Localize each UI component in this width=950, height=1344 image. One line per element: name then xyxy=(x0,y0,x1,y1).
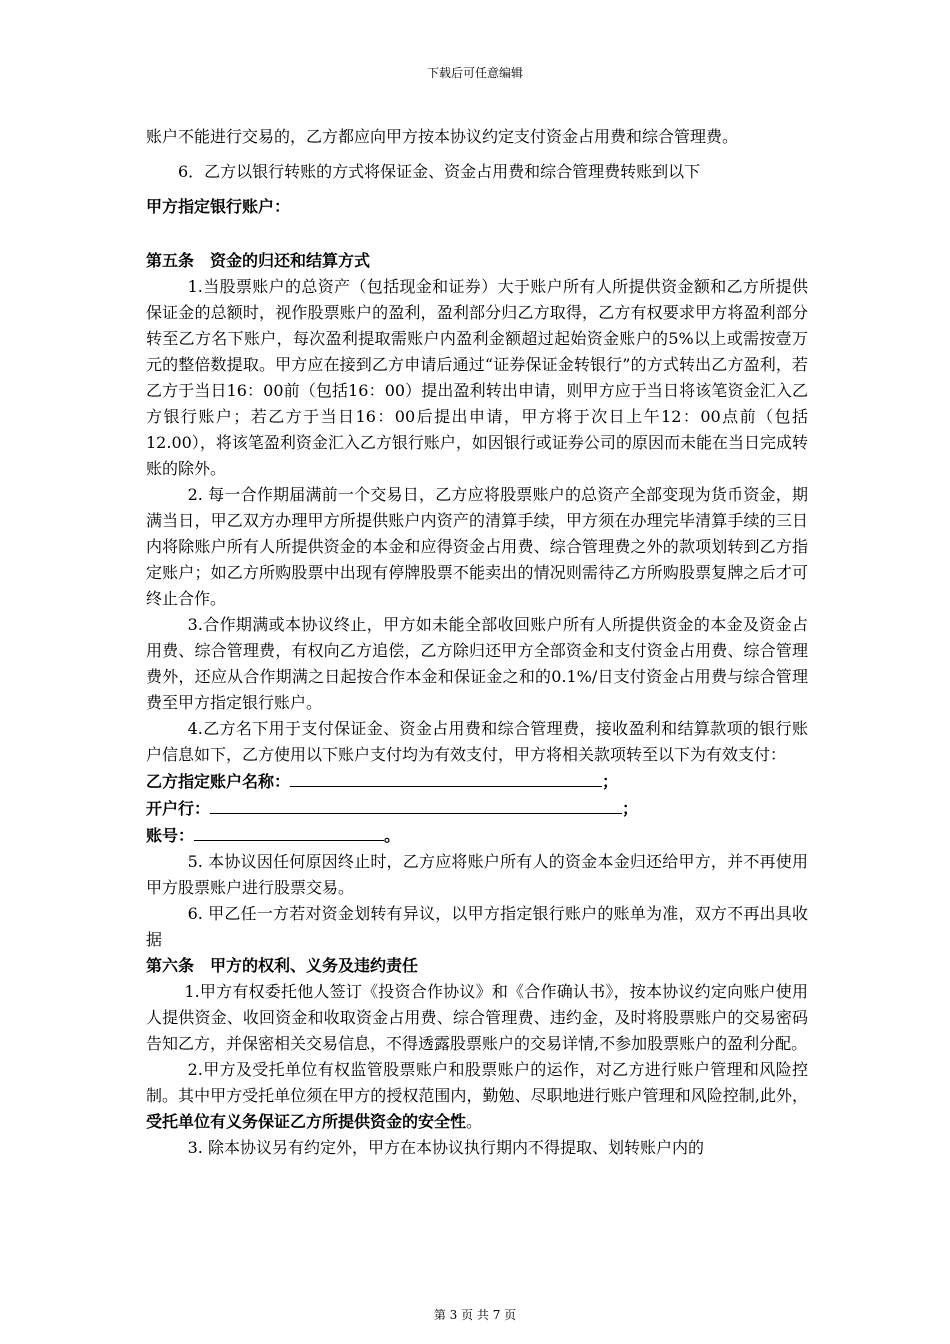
article-5-clause-5: 5. 本协议因任何原因终止时，乙方应将账户所有人的资金本金归还给甲方，并不再使用甲方股票账户进行股票交易。 xyxy=(146,852,808,897)
page-footer: 第 3 页 共 7 页 xyxy=(433,1308,517,1322)
semicolon-1: ； xyxy=(602,772,619,791)
article-5-clause-2: 2. 每一合作期届满前一个交易日，乙方应将股票账户的总资产全部变现为货币资金，期满当日，甲乙双方办理甲方所提供账户内资产的清算手续，甲方须在办理完毕清算手续的三日内将除账户所有人所提供资金的本金和应得资金占用费、综合管理费之外的款项划转到乙方指定账户；如乙方所购股票中出现有停牌股票不能卖出的情况则需待乙方所购股票复牌之后才可终止合作。 xyxy=(146,485,808,608)
account-name-label: 乙方指定账户名称： xyxy=(146,772,291,791)
document-body xyxy=(146,124,808,1161)
paragraph-6-transfer: 6．乙方以银行转账的方式将保证金、资金占用费和综合管理费转账到以下 xyxy=(178,162,701,181)
account-number-blank xyxy=(194,822,384,841)
clause-2-emphasis: 受托单位有义务保证乙方所提供资金的安全性 xyxy=(146,1112,467,1131)
field-account-number xyxy=(146,822,808,849)
bank-label: 开户行： xyxy=(146,799,211,818)
bank-blank xyxy=(210,795,622,814)
page-header: 下载后可任意编辑 xyxy=(426,66,523,80)
article-5-title: 第五条 资金的归还和结算方式 xyxy=(146,251,371,270)
article-5-clause-4: 4.乙方名下用于支付保证金、资金占用费和综合管理费，接收盈利和结算款项的银行账户信息如下，乙方使用以下账户支付均为有效支付，甲方将相关款项转至以下为有效支付： xyxy=(146,719,808,764)
article-6-clause-1: 1.甲方有权委托他人签订《投资合作协议》和《合作确认书》，按本协议约定向账户使用人提供资金、收回资金和收取资金占用费、综合管理费、违约金，及时将股票账户的交易密码告知乙方，并保密相关交易信息，不得透露股票账户的交易详情,不参加股票账户的盈利分配。 xyxy=(146,982,808,1053)
spacer xyxy=(146,220,808,246)
article-6-clause-3: 3. 除本协议另有约定外，甲方在本协议执行期内不得提取、划转账户内的 xyxy=(187,1138,704,1157)
account-number-label: 账号： xyxy=(146,826,195,845)
account-name-blank xyxy=(290,768,602,787)
article-6-title: 第六条 甲方的权利、义务及违约责任 xyxy=(146,956,419,975)
article-5-clause-1: 1.当股票账户的总资产（包括现金和证券）大于账户所有人所提供资金额和乙方所提供保证金的总额时，视作股票账户的盈利，盈利部分归乙方取得，乙方有权要求甲方将盈利部分转至乙方名下账户，每次盈利提取需账户内盈利金额超过起始资金账户的5%以上或需按壹万元的整倍数提取。甲方应在接到乙方申请后通过“证券保证金转银行”的方式转出乙方盈利，若乙方于当日16：00前（包括16：00）提出盈利转出申请，则甲方应于当日将该笔资金汇入乙方银行账户；若乙方于当日16：00后提出申请，甲方将于次日上午12：00点前（包括12.00），将该笔盈利资金汇入乙方银行账户，如因银行或证券公司的原因而未能在当日完成转账的除外。 xyxy=(146,277,808,478)
clause-2-text: 2.甲方及受托单位有权监管股票账户和股票账户的运作，对乙方进行账户管理和风险控制。其中甲方受托单位须在甲方的授权范围内，勤勉、尽职地进行账户管理和风险控制,此外， xyxy=(146,1060,808,1105)
article-6-clause-2 xyxy=(146,1057,808,1135)
clause-2-end: 。 xyxy=(466,1112,483,1131)
paragraph-6-account: 甲方指定银行账户： xyxy=(146,197,291,216)
paragraph-continuation: 账户不能进行交易的，乙方都应向甲方按本协议约定支付资金占用费和综合管理费。 xyxy=(146,127,739,146)
field-account-name xyxy=(146,768,808,795)
article-5-clause-3: 3.合作期满或本协议终止，甲方如未能全部收回账户所有人所提供资金的本金及资金占用费、综合管理费，有权向乙方追偿，乙方除归还甲方全部资金和支付资金占用费、综合管理费外，还应从合作期满之日起按合作本金和保证金之和的0.1%/日支付资金占用费与综合管理费至甲方指定银行账户。 xyxy=(146,615,808,712)
field-bank xyxy=(146,795,808,822)
article-5-clause-6: 6. 甲乙任一方若对资金划转有异议，以甲方指定银行账户的账单为准，双方不再出具收据 xyxy=(146,904,808,949)
period: 。 xyxy=(384,826,401,845)
semicolon-2: ； xyxy=(622,799,639,818)
